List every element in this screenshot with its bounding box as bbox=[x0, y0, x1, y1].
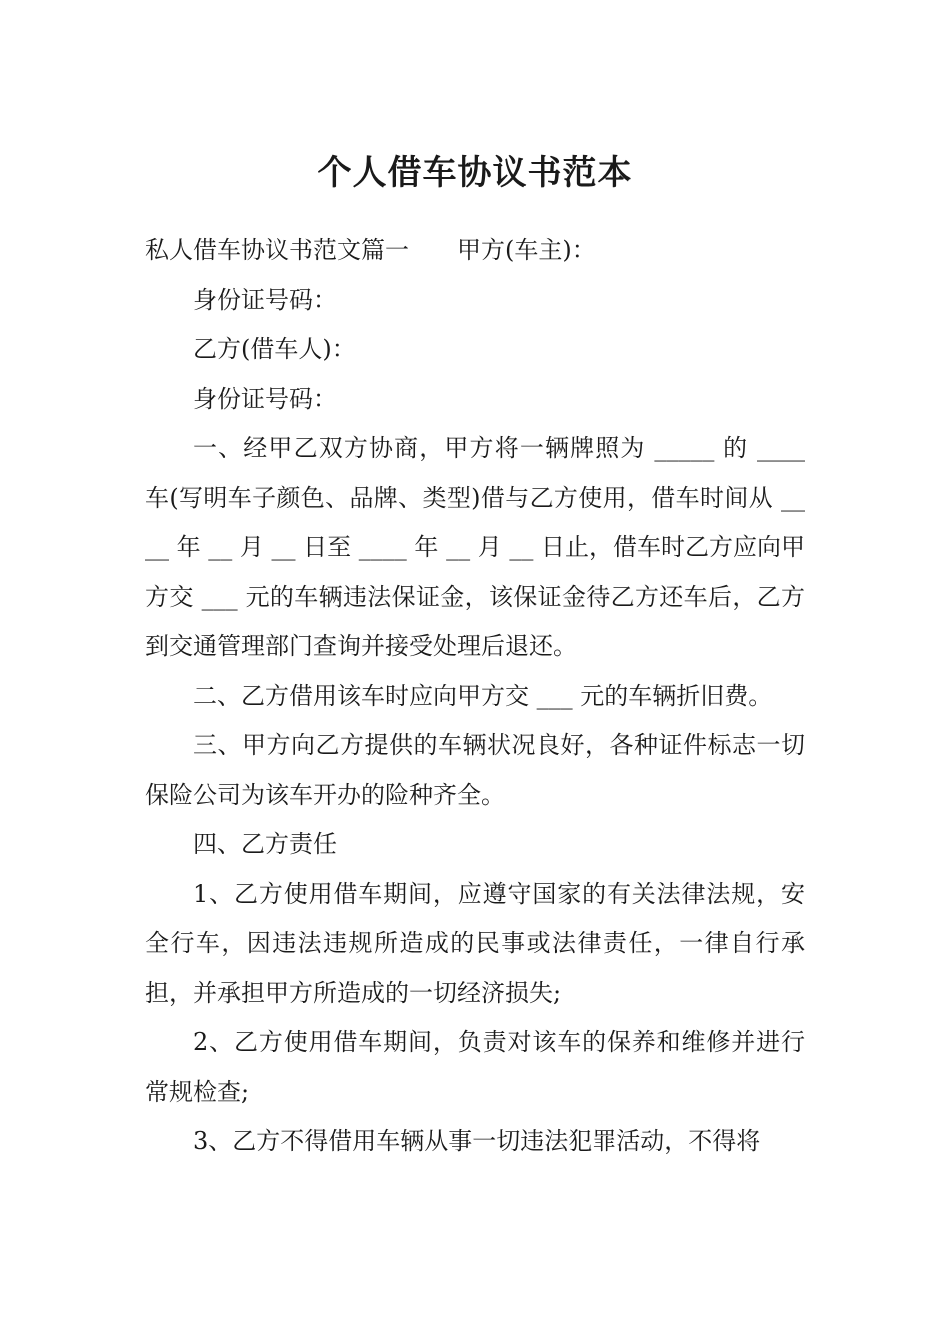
paragraph-clause-4: 四、乙方责任 bbox=[193, 830, 337, 858]
paragraph-id-a: 身份证号码： bbox=[193, 285, 337, 314]
paragraph-item-2: 2、乙方使用借车期间，负责对该车的保养和维修并进行常规检查; bbox=[145, 1028, 805, 1106]
paragraph-clause-2: 二、乙方借用该车时应向甲方交 ___ 元的车辆折旧费。 bbox=[193, 681, 773, 710]
paragraph-clause-3: 三、甲方向乙方提供的车辆状况良好，各种证件标志一切保险公司为该车开办的险种齐全。 bbox=[145, 731, 805, 809]
document-title: 个人借车协议书范本 bbox=[317, 152, 633, 193]
document-body bbox=[145, 226, 805, 1167]
paragraph-item-1: 1、乙方使用借车期间，应遵守国家的有关法律法规，安全行车，因违法违规所造成的民事或法律责任，一律自行承担，并承担甲方所造成的一切经济损失; bbox=[145, 879, 805, 1007]
heading-left: 私人借车协议书范文篇一 bbox=[145, 236, 409, 264]
paragraph-item-3: 3、乙方不得借用车辆从事一切违法犯罪活动，不得将 bbox=[193, 1127, 761, 1155]
paragraph-id-b: 身份证号码： bbox=[193, 384, 337, 413]
heading-right: 甲方(车主)： bbox=[457, 236, 596, 264]
paragraph-party-b: 乙方(借车人)： bbox=[193, 335, 356, 363]
paragraph-clause-1: 一、经甲乙双方协商，甲方将一辆牌照为 _____ 的 ____ 车(写明车子颜色、品牌、类型)借与乙方使用，借车时间从 ____ 年 __ 月 __ 日至 ____ 年 __ 月 __ 日止，借车时乙方应向甲方交 ___ 元的车辆违法保证金，该保证金待乙方还车后，乙方到交通管理部门查询并接受处理后退还。 bbox=[145, 434, 805, 660]
heading-line bbox=[145, 226, 805, 276]
